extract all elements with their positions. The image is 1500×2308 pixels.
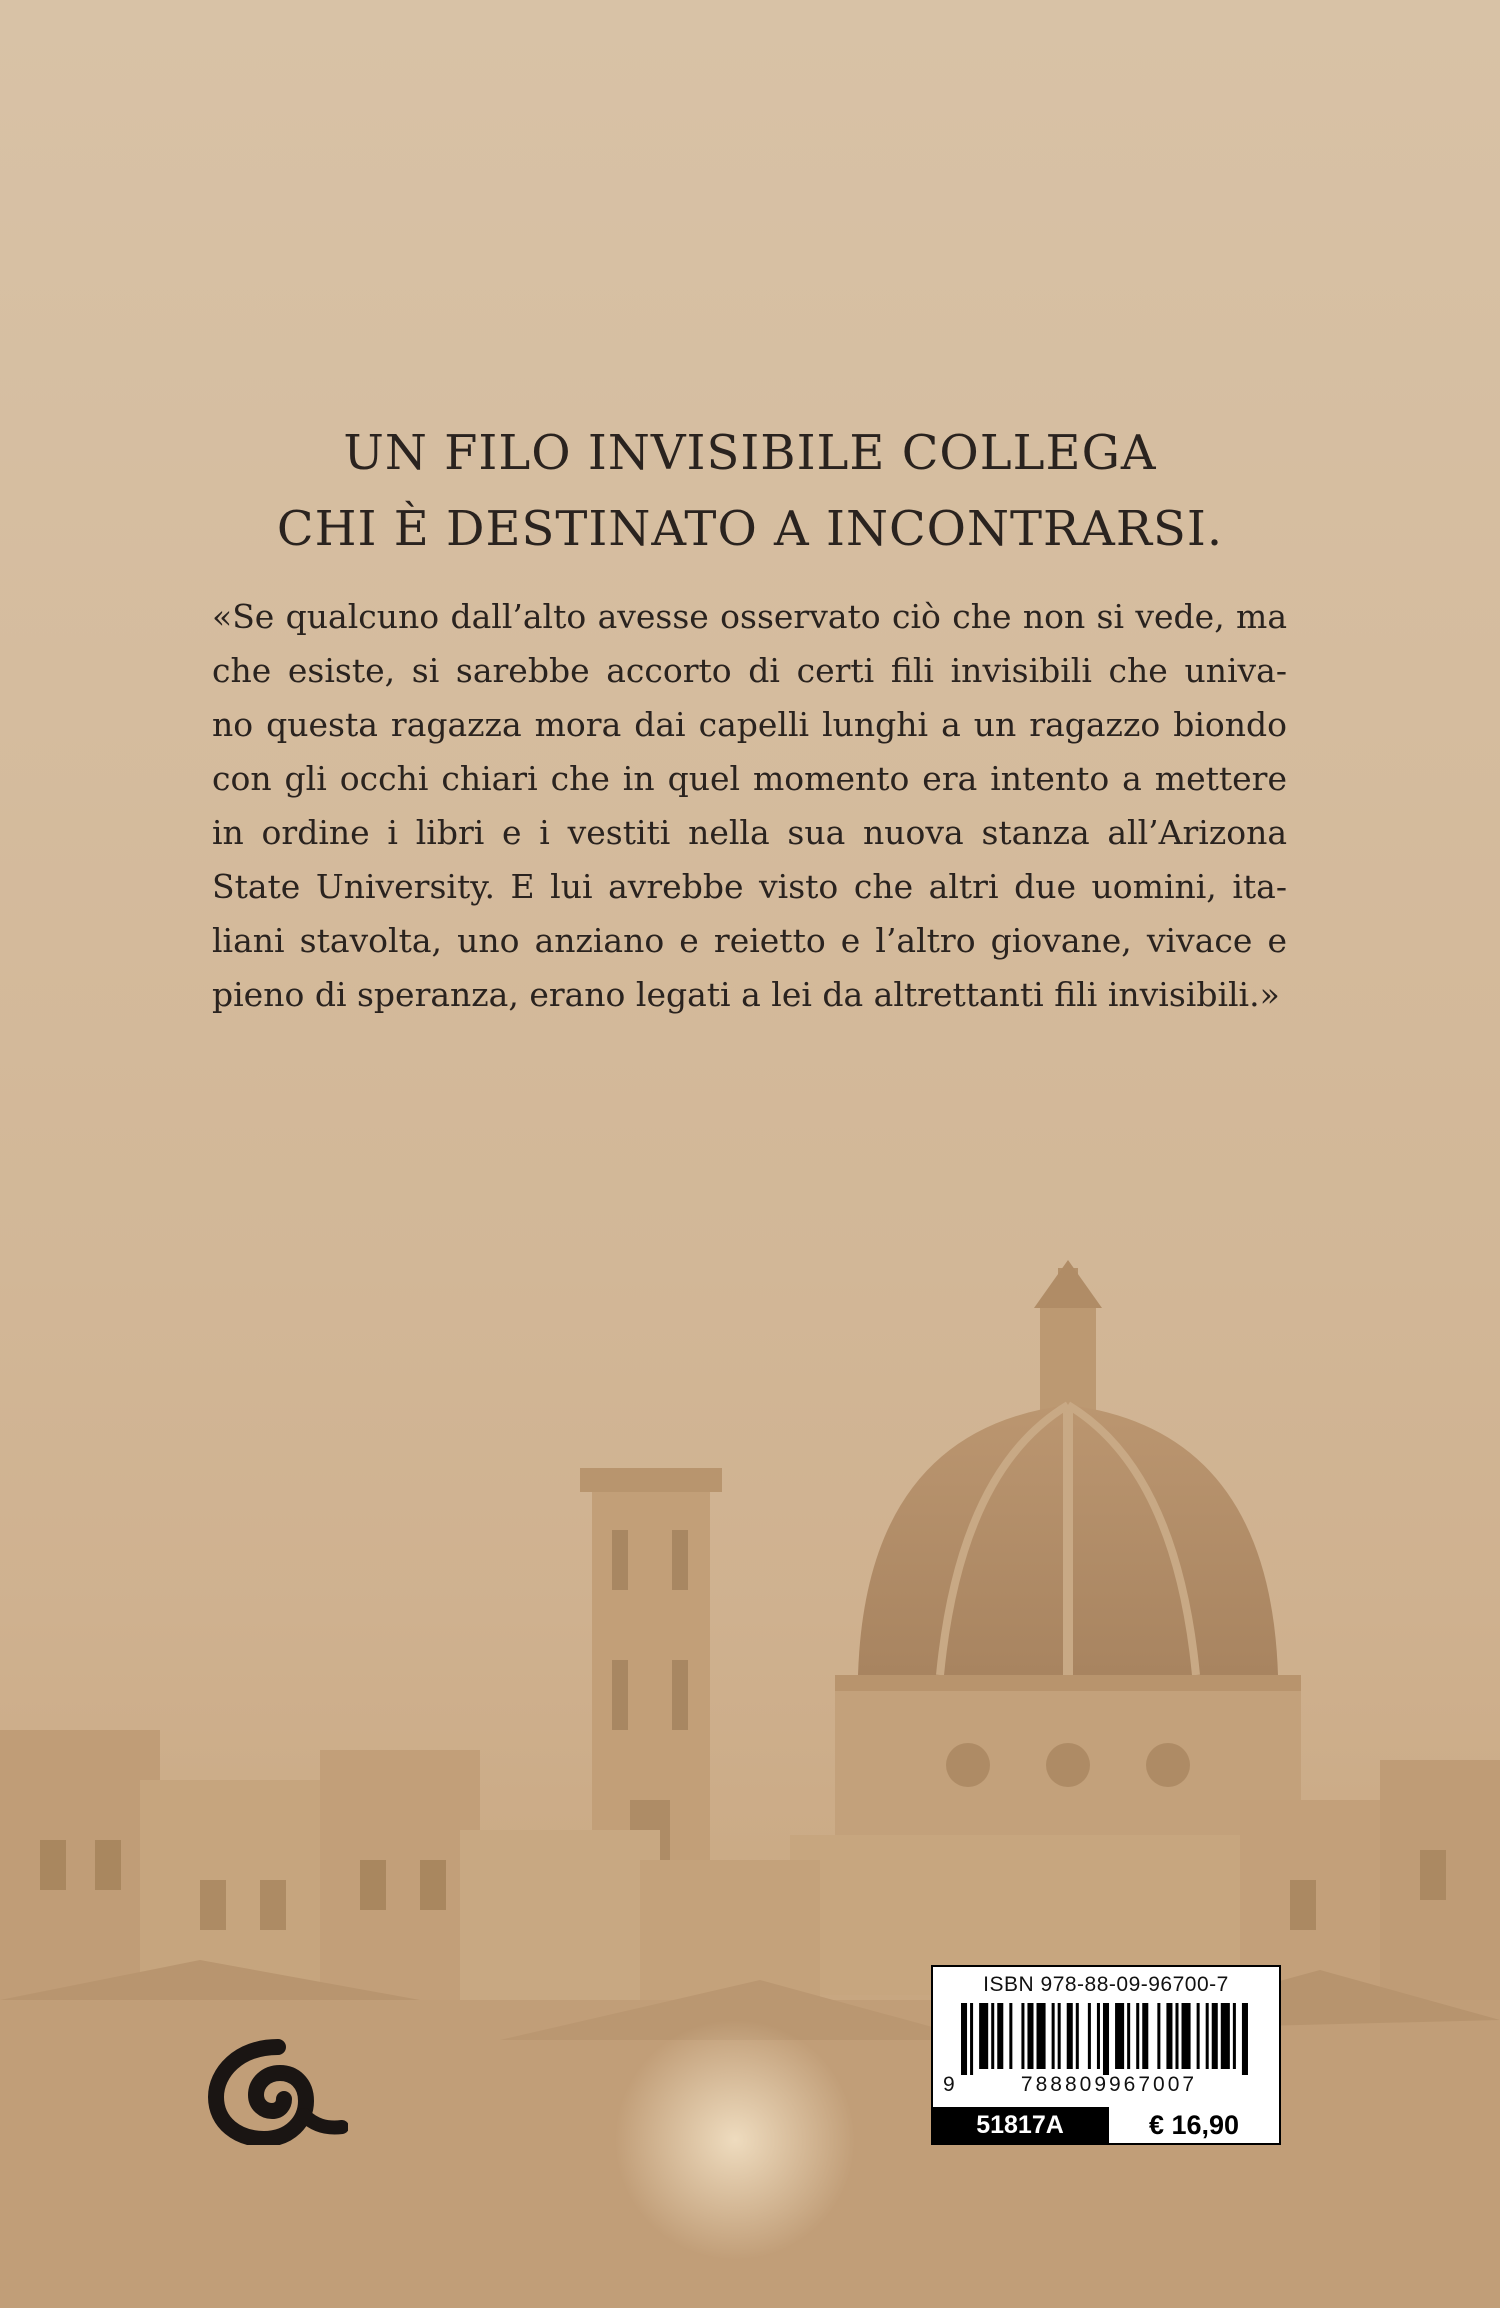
barcode-digit-group: 788809967007	[1020, 2073, 1198, 2096]
barcode-bars	[961, 2003, 1251, 2075]
barcode-bar	[1175, 2003, 1178, 2069]
barcode-bar	[1221, 2003, 1230, 2069]
blurb-line: liani stavolta, uno anziano e reietto e l’altro giovane, vivace e	[212, 921, 1287, 960]
barcode-bar	[1206, 2003, 1209, 2069]
tagline	[0, 415, 1500, 567]
barcode-bar	[1027, 2003, 1033, 2069]
barcode-bar	[1009, 2003, 1012, 2069]
barcode-bar	[1076, 2003, 1079, 2069]
barcode-bar	[1097, 2003, 1100, 2069]
blurb-line: pieno di speranza, erano legati a lei da altrettanti fili invisibili.»	[212, 975, 1280, 1014]
barcode-bar	[1212, 2003, 1218, 2069]
barcode-bar	[1242, 2003, 1248, 2075]
barcode-block	[931, 1965, 1281, 2145]
florence-skyline-image	[0, 1240, 1500, 2308]
tagline-line-2: CHI È DESTINATO A INCONTRARSI.	[276, 501, 1224, 557]
blurb-line: «Se qualcuno dall’alto avesse osservato ciò che non si vede, ma	[212, 597, 1287, 636]
barcode-bar	[1058, 2003, 1061, 2069]
barcode-first-digit: 9	[943, 2073, 955, 2096]
barcode-bar	[997, 2003, 1003, 2069]
barcode-bar	[1037, 2003, 1046, 2069]
blurb-quote	[212, 590, 1287, 1022]
barcode-bar	[1182, 2003, 1191, 2069]
blurb-line: no questa ragazza mora dai capelli lunghi a un ragazzo biondo	[212, 705, 1287, 744]
tagline-line-1: UN FILO INVISIBILE COLLEGA	[343, 425, 1157, 481]
barcode-bar	[961, 2003, 967, 2075]
blurb-line: con gli occhi chiari che in quel momento era intento a mettere	[212, 759, 1287, 798]
barcode-bar	[1103, 2003, 1109, 2075]
barcode-bar	[1021, 2003, 1024, 2069]
blurb-line: che esiste, si sarebbe accorto di certi fili invisibili che univa-	[212, 651, 1287, 690]
isbn-label: ISBN 978-88-09-96700-7	[983, 1973, 1229, 1996]
barcode-bar	[1052, 2003, 1055, 2069]
price-label: € 16,90	[1107, 2107, 1279, 2143]
barcode-bar	[979, 2003, 988, 2069]
barcode-bar	[1233, 2003, 1236, 2069]
barcode-footer	[933, 2107, 1279, 2143]
publisher-swirl-logo-icon	[208, 2035, 348, 2145]
barcode-bar	[970, 2003, 973, 2075]
barcode-bar	[1197, 2003, 1200, 2069]
barcode-bar	[1142, 2003, 1148, 2069]
blurb-line: State University. E lui avrebbe visto che altri due uomini, ita-	[212, 867, 1287, 906]
barcode-bar	[1088, 2003, 1091, 2069]
barcode-digits	[933, 2073, 1279, 2099]
barcode-bar	[1136, 2003, 1139, 2069]
barcode-bar	[1115, 2003, 1124, 2069]
barcode-bar	[991, 2003, 994, 2069]
barcode-bar	[1067, 2003, 1073, 2069]
product-code: 51817A	[933, 2107, 1107, 2143]
barcode-bar	[1157, 2003, 1160, 2069]
blurb-line: in ordine i libri e i vestiti nella sua nuova stanza all’Arizona	[212, 813, 1287, 852]
barcode-bar	[1127, 2003, 1130, 2069]
barcode-bar	[1166, 2003, 1172, 2069]
